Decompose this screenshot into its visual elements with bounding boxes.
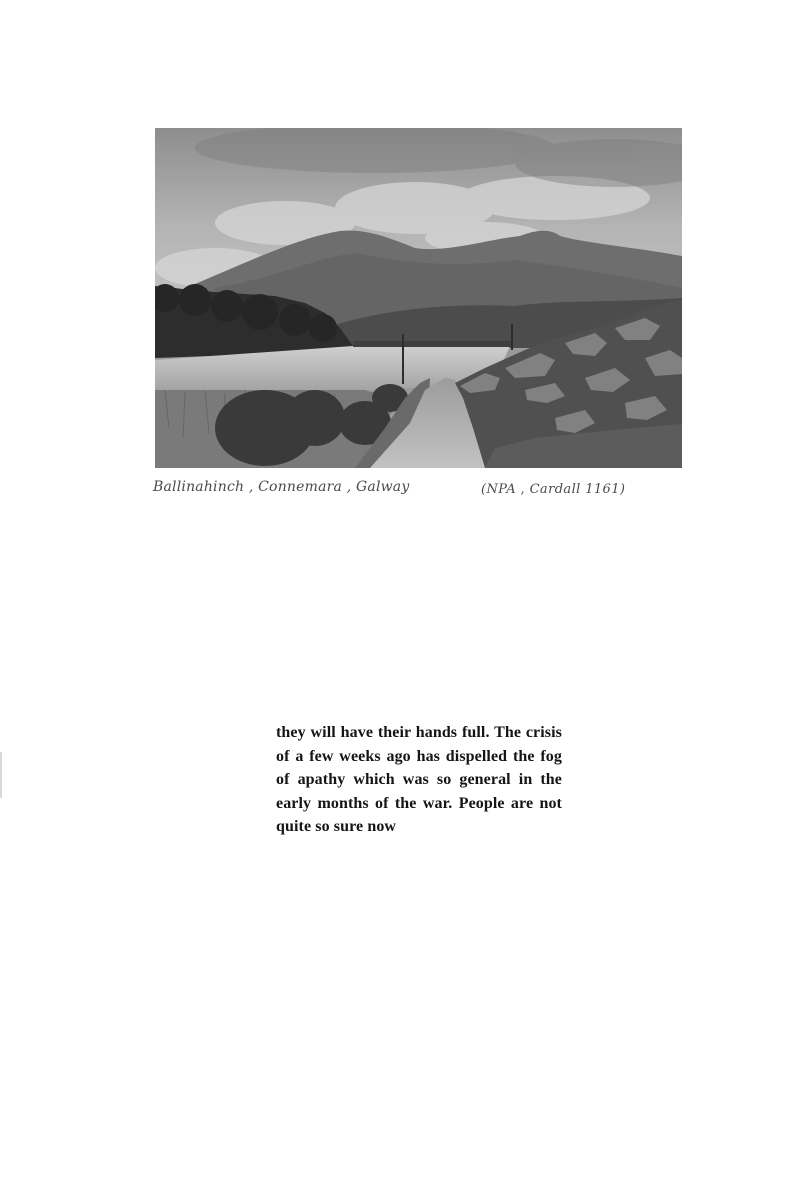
body-paragraph: they will have their hands full. The crisis of a few weeks ago has dispelled the fog of apathy which was so general in the early months of the war. People are not quite so sure now (276, 724, 562, 835)
page-edge-mark (0, 752, 2, 798)
photo-illustration (155, 128, 682, 468)
photo-caption-place: Ballinahinch , Connemara , Galway (153, 479, 410, 495)
photo-caption-credit: (NPA , Cardall 1161) (481, 482, 626, 497)
far-shore (353, 341, 513, 347)
landscape-photograph (155, 128, 682, 468)
